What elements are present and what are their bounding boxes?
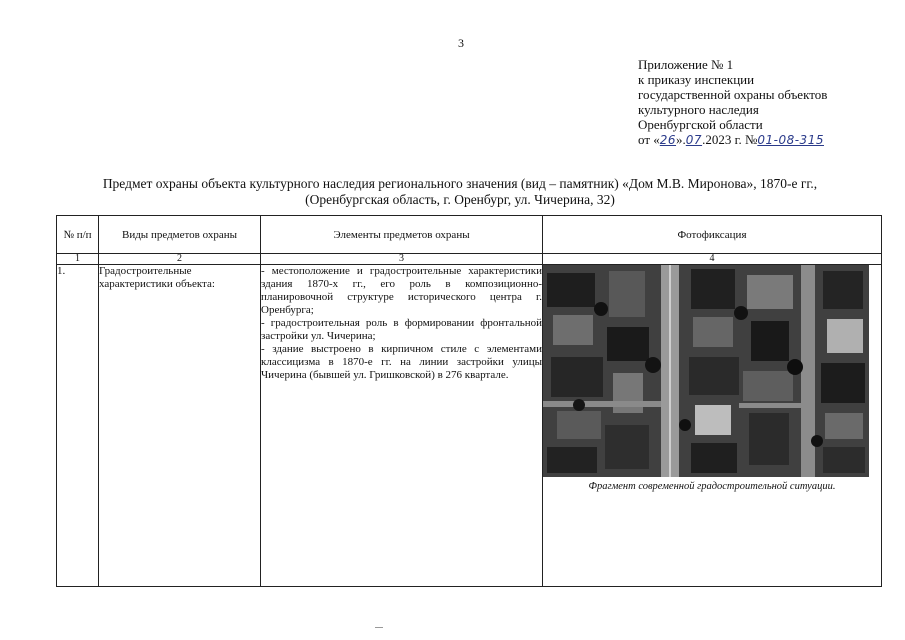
protection-table [56, 215, 882, 587]
row-kind: Градостроительные характеристики объекта: [99, 265, 261, 587]
date-day: 26 [659, 133, 677, 147]
document-title [40, 176, 880, 208]
col-number: 2 [99, 254, 261, 265]
order-number: 01-08-315 [757, 133, 824, 147]
appendix-block [638, 57, 898, 148]
element-item: - местоположение и градостроительные характеристики здания 1870-х гг., его роль в композиционно-планировочной структуре исторического центра г. Оренбурга; [261, 265, 542, 316]
title-line-1: Предмет охраны объекта культурного наследия регионального значения (вид – памятник) «Дом М.В. Миронова», 1870-е гг., [102, 176, 818, 191]
col-number: 4 [543, 254, 882, 265]
table-header-row [57, 216, 882, 254]
date-month: 07 [685, 133, 703, 147]
aerial-photo [543, 265, 869, 477]
appendix-title: Приложение № 1 [638, 57, 734, 72]
title-line-2: (Оренбургская область, г. Оренбург, ул. Чичерина, 32) [305, 192, 615, 207]
header-no: № п/п [57, 216, 99, 254]
appendix-date-line [638, 132, 898, 148]
appendix-line: к приказу инспекции [638, 72, 755, 87]
date-year: .2023 г. № [702, 132, 758, 147]
col-number: 3 [261, 254, 543, 265]
header-photo: Фотофиксация [543, 216, 882, 254]
page-number: 3 [458, 36, 464, 50]
appendix-line: культурного наследия [638, 102, 759, 117]
photo-caption: Фрагмент современной градостроительной ситуации. [588, 481, 836, 492]
row-number: 1. [57, 265, 99, 587]
appendix-line: Оренбургской области [638, 117, 763, 132]
date-prefix: от « [638, 132, 660, 147]
column-number-row [57, 254, 882, 265]
date-mid: ». [676, 132, 686, 147]
appendix-line: государственной охраны объектов [638, 87, 828, 102]
element-item: - градостроительная роль в формировании фронтальной застройки ул. Чичерина; [261, 317, 542, 342]
header-kind: Виды предметов охраны [99, 216, 261, 254]
element-item: - здание выстроено в кирпичном стиле с элементами классицизма в 1870-е гг. на линии застройки улицы Чичерина (бывшей ул. Гришковской) в 276 квартале. [261, 343, 542, 381]
table-row [57, 265, 882, 587]
col-number: 1 [57, 254, 99, 265]
row-elements [261, 265, 543, 587]
scan-mark [375, 627, 383, 628]
header-elements: Элементы предметов охраны [261, 216, 543, 254]
row-photo [543, 265, 882, 587]
